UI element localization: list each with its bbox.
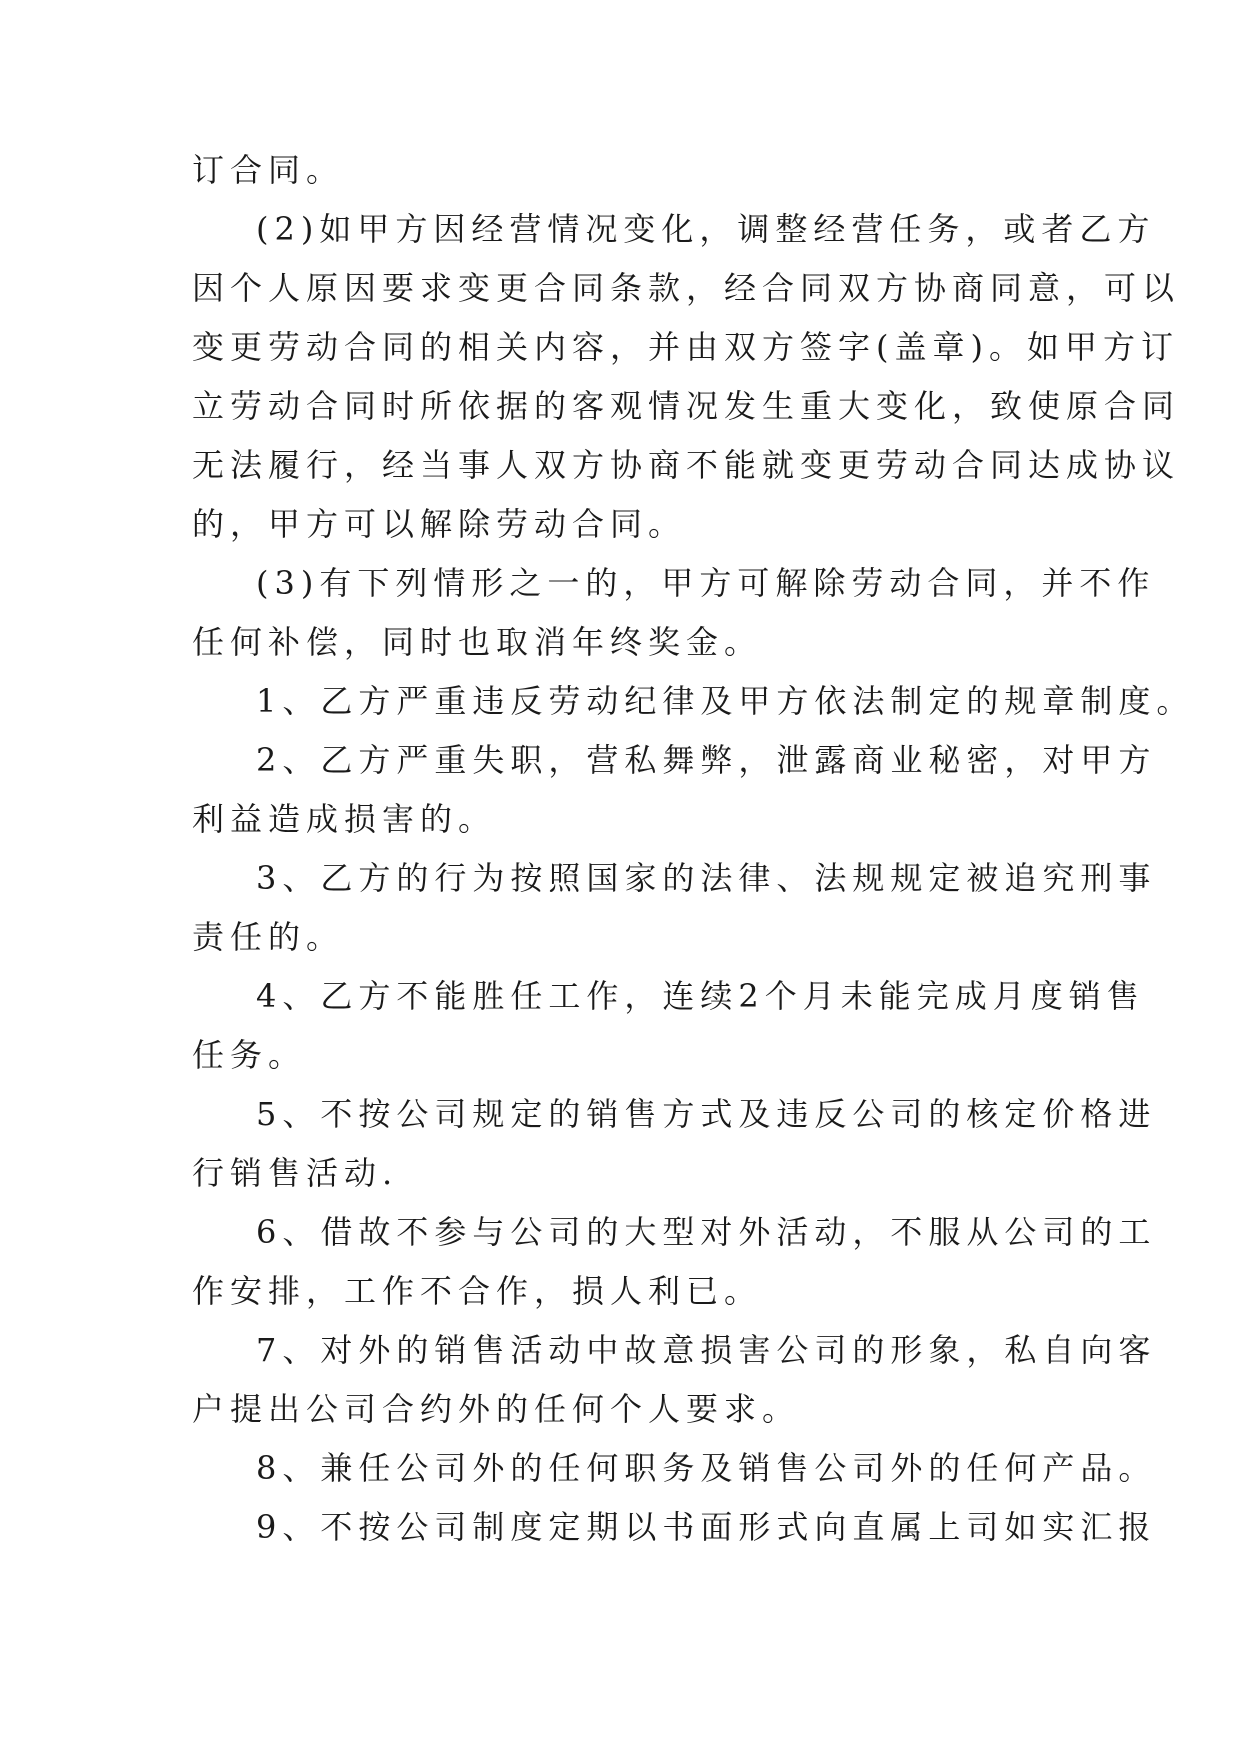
- text-line: 9、不按公司制度定期以书面形式向直属上司如实汇报: [256, 1508, 1157, 1546]
- text-line: (2)如甲方因经营情况变化，调整经营任务，或者乙方: [256, 210, 1156, 248]
- text-line: 6、借故不参与公司的大型对外活动，不服从公司的工: [256, 1213, 1157, 1251]
- text-line: 立劳动合同时所依据的客观情况发生重大变化，致使原合同: [192, 387, 1181, 425]
- text-line: 行销售活动.: [192, 1154, 399, 1192]
- text-line: 无法履行，经当事人双方协商不能就变更劳动合同达成协议: [192, 446, 1181, 484]
- text-line: 因个人原因要求变更合同条款，经合同双方协商同意，可以: [192, 269, 1181, 307]
- text-line: 2、乙方严重失职，营私舞弊，泄露商业秘密，对甲方: [256, 741, 1157, 779]
- text-line: 3、乙方的行为按照国家的法律、法规规定被追究刑事: [256, 859, 1157, 897]
- text-line: 1、乙方严重违反劳动纪律及甲方依法制定的规章制度。: [256, 682, 1195, 720]
- text-line: 作安排，工作不合作，损人利已。: [192, 1272, 763, 1310]
- text-line: 4、乙方不能胜任工作，连续2个月未能完成月度销售: [256, 977, 1145, 1015]
- text-line: 任何补偿，同时也取消年终奖金。: [192, 623, 763, 661]
- text-line: 变更劳动合同的相关内容，并由双方签字(盖章)。如甲方订: [192, 328, 1179, 366]
- text-line: 利益造成损害的。: [192, 800, 497, 838]
- text-line: 订合同。: [192, 151, 345, 189]
- text-line: 8、兼任公司外的任何职务及销售公司外的任何产品。: [256, 1449, 1157, 1487]
- text-line: 户提出公司合约外的任何个人要求。: [192, 1390, 801, 1428]
- text-line: 5、不按公司规定的销售方式及违反公司的核定价格进: [256, 1095, 1157, 1133]
- text-line: 7、对外的销售活动中故意损害公司的形象，私自向客: [256, 1331, 1157, 1369]
- text-line: (3)有下列情形之一的，甲方可解除劳动合同，并不作: [256, 564, 1156, 602]
- document-body: [192, 150, 1195, 1547]
- text-line: 的，甲方可以解除劳动合同。: [192, 505, 687, 543]
- text-line: 任务。: [192, 1036, 307, 1074]
- text-line: 责任的。: [192, 918, 345, 956]
